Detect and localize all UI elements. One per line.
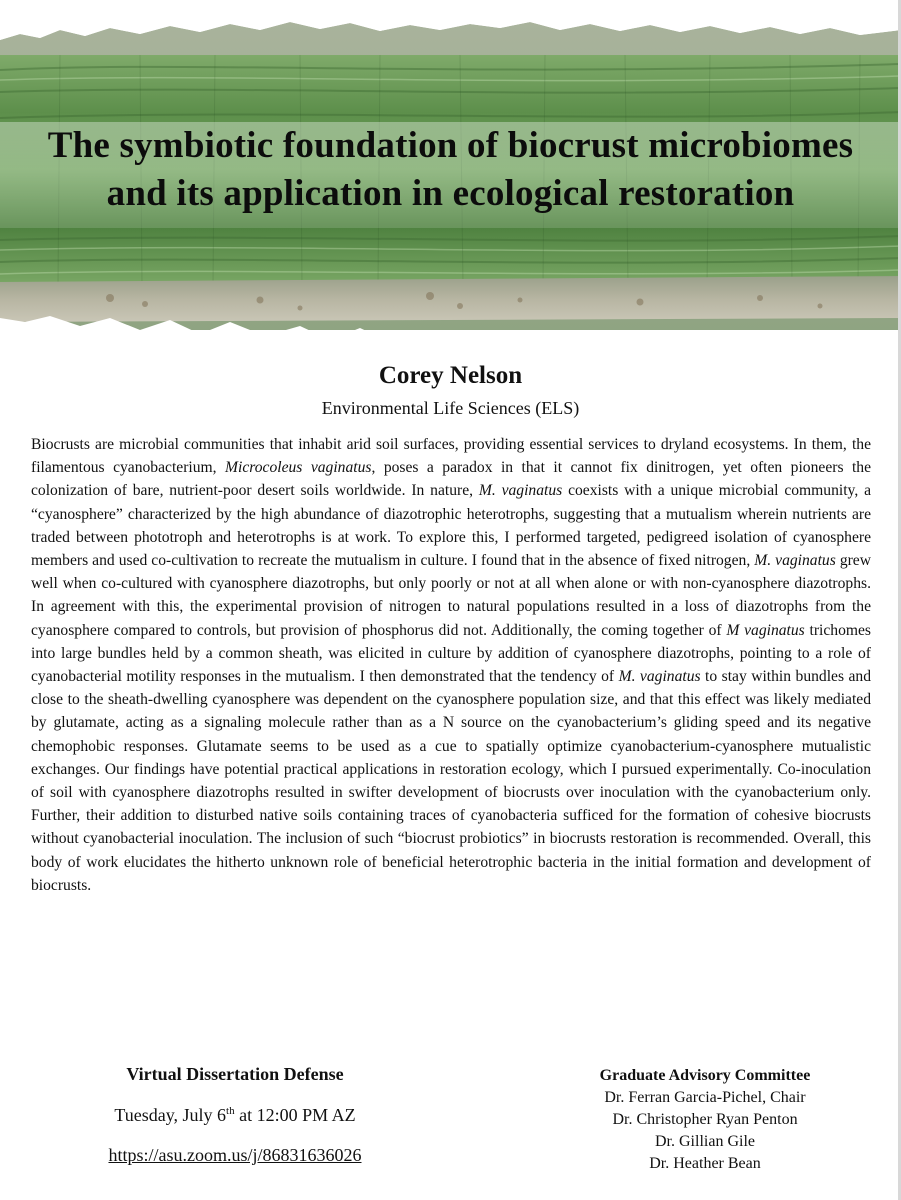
species-name-italic: Microcoleus vaginatus: [225, 459, 372, 477]
species-name-italic: M vaginatus: [726, 621, 805, 639]
committee-title: Graduate Advisory Committee: [599, 1067, 811, 1084]
abstract-text: , poses a paradox in that it cannot fix dinitrogen, yet often pioneers the colonization of bare, nutrient-poor desert soils worldwide. In nature,: [31, 459, 872, 500]
committee-member: Dr. Christopher Ryan Penton: [612, 1111, 798, 1128]
abstract-text: trichomes into large bundles held by a common sheath, was elicited in culture by addition of cyanosphere diazotrophs, pointing to a role of cyanobacterial motility responses in the mutualism. I then demonstrated that the tendency of: [31, 621, 871, 686]
department-name: Environmental Life Sciences (ELS): [321, 398, 580, 418]
committee-member: Dr. Gillian Gile: [655, 1133, 755, 1150]
defense-date-rest: at 12:00 PM AZ: [234, 1105, 356, 1125]
zoom-link[interactable]: https://asu.zoom.us/j/86831636026: [108, 1145, 362, 1165]
abstract-paragraph: [31, 433, 871, 897]
species-name-italic: M. vaginatus: [618, 668, 701, 686]
abstract-text: coexists with a unique microbial community, a “cyanosphere” characterized by the high abundance of diazotrophic heterotrophs, suggesting that a mutualism wherein nutrients are traded between phototroph and heterotrophs is at work. To explore this, I performed targeted, pedigreed isolation of cyanosphere members and used co-cultivation to recreate the mutualism in culture. I found that in the absence of fixed nitrogen,: [31, 482, 871, 570]
abstract-text: to stay within bundles and close to the sheath-dwelling cyanosphere was dependent on the cyanosphere population size, and that this effect was likely mediated by glutamate, acting as a signaling molecule rather than as a N source on the cyanobacterium’s gliding speed and its negative chemophobic responses. Glutamate seems to be used as a cue to spatially optimize cyanobacterium-cyanosphere mutualistic exchanges. Our findings have potential practical applications in restoration ecology, which I pursued experimentally. Co-inoculation of soil with cyanosphere diazotrophs resulted in swifter development of biocrusts over inoculation with the cyanobacterium only. Further, their addition to disturbed native soils containing traces of cyanobacteria sufficed for the formation of cohesive biocrusts without cyanobacterial inoculation. The inclusion of such “biocrust probiotics” in biocrusts restoration is recommended. Overall, this body of work elucidates the hitherto unknown role of beneficial heterotrophic bacteria in the initial formation and development of biocrusts.: [31, 668, 872, 894]
title-line-1: The symbiotic foundation of biocrust microbiomes: [47, 125, 854, 166]
defense-date-suffix: th: [226, 1105, 235, 1117]
defense-date: [60, 1102, 410, 1128]
committee-member: Dr. Heather Bean: [649, 1155, 761, 1172]
author-name: Corey Nelson: [378, 362, 523, 389]
banner-image: [0, 0, 901, 360]
committee-member: Dr. Ferran Garcia-Pichel, Chair: [604, 1089, 806, 1106]
species-name-italic: M. vaginatus: [754, 552, 836, 570]
defense-title: Virtual Dissertation Defense: [126, 1064, 344, 1084]
title-line-2: and its application in ecological restoration: [106, 173, 795, 214]
advisory-committee: [540, 1065, 870, 1175]
species-name-italic: M. vaginatus: [478, 482, 563, 500]
abstract-text: Biocrusts are microbial communities that inhabit arid soil surfaces, providing essential services to dryland ecosystems. In them, the filamentous cyanobacterium,: [31, 436, 871, 477]
defense-date-prefix: Tuesday, July 6: [114, 1105, 227, 1125]
title-block: [0, 122, 901, 218]
defense-info: [60, 1060, 410, 1168]
abstract-text: grew well when co-cultured with cyanosphere diazotrophs, but only poorly or not at all when alone or with non-cyanosphere diazotrophs. In agreement with this, the experimental provision of nitrogen to natural populations resulted in a loss of diazotrophs from the cyanosphere compared to controls, but provision of phosphorus did not. Additionally, the coming together of: [31, 552, 871, 639]
